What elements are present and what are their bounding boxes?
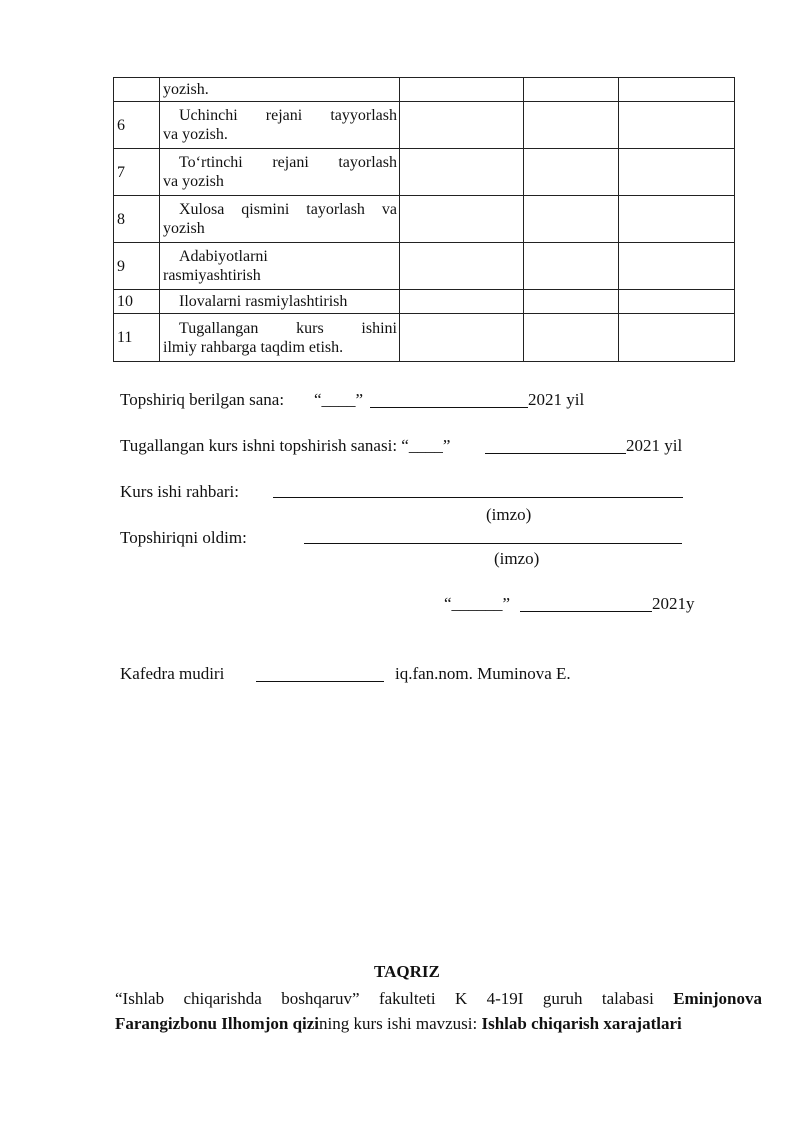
empty-cell — [524, 196, 619, 243]
table-row — [114, 243, 735, 290]
row-number: 8 — [114, 196, 160, 243]
task-line: yozish. — [163, 81, 209, 98]
empty-cell — [400, 149, 524, 196]
table-row — [114, 149, 735, 196]
empty-cell — [400, 78, 524, 102]
empty-cell — [524, 78, 619, 102]
empty-cell — [619, 196, 735, 243]
task-line: ilmiy rahbarga taqdim etish. — [163, 338, 344, 356]
date-quote: “______” — [444, 594, 511, 613]
task-cell — [160, 102, 400, 149]
department-head-label: Kafedra mudiri — [120, 664, 225, 683]
deadline-year: 2021 yil — [626, 436, 683, 455]
task-cell — [160, 196, 400, 243]
empty-cell — [619, 149, 735, 196]
task-line: Uchinchi rejani tayyorlash — [179, 107, 397, 124]
row-number: 7 — [114, 149, 160, 196]
supervisor-signature-line — [273, 497, 683, 498]
empty-cell — [524, 149, 619, 196]
date-line — [520, 611, 652, 612]
empty-cell — [400, 243, 524, 290]
empty-cell — [524, 290, 619, 314]
task-line: To‘rtinchi rejani tayorlash — [179, 154, 397, 171]
date-year: 2021y — [652, 594, 695, 613]
row-number: 9 — [114, 243, 160, 290]
signature-caption: (imzo) — [494, 549, 540, 568]
task-line: rasmiyashtirish — [163, 267, 261, 284]
student-name: Farangizbonu Ilhomjon qizi — [115, 1014, 320, 1033]
empty-cell — [400, 290, 524, 314]
table-row — [114, 196, 735, 243]
given-date-quote: “____” — [314, 390, 364, 409]
table-row — [114, 314, 735, 362]
table-row — [114, 102, 735, 149]
task-cell — [160, 78, 400, 102]
table-row — [114, 78, 735, 102]
department-head-signature-line — [256, 681, 384, 682]
empty-cell — [400, 196, 524, 243]
empty-cell — [619, 102, 735, 149]
deadline-line — [485, 453, 626, 454]
empty-cell — [619, 243, 735, 290]
empty-cell — [400, 102, 524, 149]
empty-cell — [619, 314, 735, 362]
empty-cell — [400, 314, 524, 362]
task-line: Tugallangan kurs ishini — [179, 319, 397, 337]
task-line: Xulosa qismini tayorlash va — [179, 201, 397, 218]
review-text-part: “Ishlab chiqarishda boshqaruv” fakulteti K 4-19I guruh talabasi — [115, 989, 654, 1008]
given-date-year: 2021 yil — [528, 390, 585, 409]
given-date-label: Topshiriq berilgan sana: — [120, 390, 285, 409]
received-label: Topshiriqni oldim: — [120, 528, 247, 547]
empty-cell — [524, 314, 619, 362]
task-line: Ilovalarni rasmiylashtirish — [179, 293, 348, 310]
received-signature-line — [304, 543, 682, 544]
task-line: va yozish — [163, 173, 224, 190]
course-work-topic: Ishlab chiqarish xarajatlari — [481, 1014, 682, 1033]
task-line: yozish — [163, 220, 205, 237]
plan-table-body — [114, 78, 735, 362]
row-number — [114, 78, 160, 102]
review-line-1 — [115, 986, 762, 1011]
task-line: va yozish. — [163, 126, 228, 143]
task-cell — [160, 149, 400, 196]
plan-table — [113, 77, 735, 362]
review-text-part: ning kurs ishi mavzusi: — [319, 1014, 478, 1033]
review-title: TAQRIZ — [374, 962, 440, 981]
row-number: 6 — [114, 102, 160, 149]
supervisor-label: Kurs ishi rahbari: — [120, 482, 239, 501]
deadline-label: Tugallangan kurs ishni topshirish sanasi: “____” — [120, 436, 451, 455]
empty-cell — [524, 243, 619, 290]
given-date-line — [370, 407, 528, 408]
table-row — [114, 290, 735, 314]
task-cell — [160, 314, 400, 362]
department-head-name: iq.fan.nom. Muminova E. — [395, 664, 571, 683]
review-line-2 — [115, 1014, 682, 1033]
row-number: 10 — [114, 290, 160, 314]
empty-cell — [619, 78, 735, 102]
task-cell — [160, 290, 400, 314]
signature-caption: (imzo) — [486, 505, 532, 524]
review-text — [115, 986, 762, 1036]
task-cell — [160, 243, 400, 290]
task-line: Adabiyotlarni — [179, 248, 268, 265]
row-number: 11 — [114, 314, 160, 362]
empty-cell — [619, 290, 735, 314]
student-surname: Eminjonova — [673, 989, 762, 1008]
empty-cell — [524, 102, 619, 149]
